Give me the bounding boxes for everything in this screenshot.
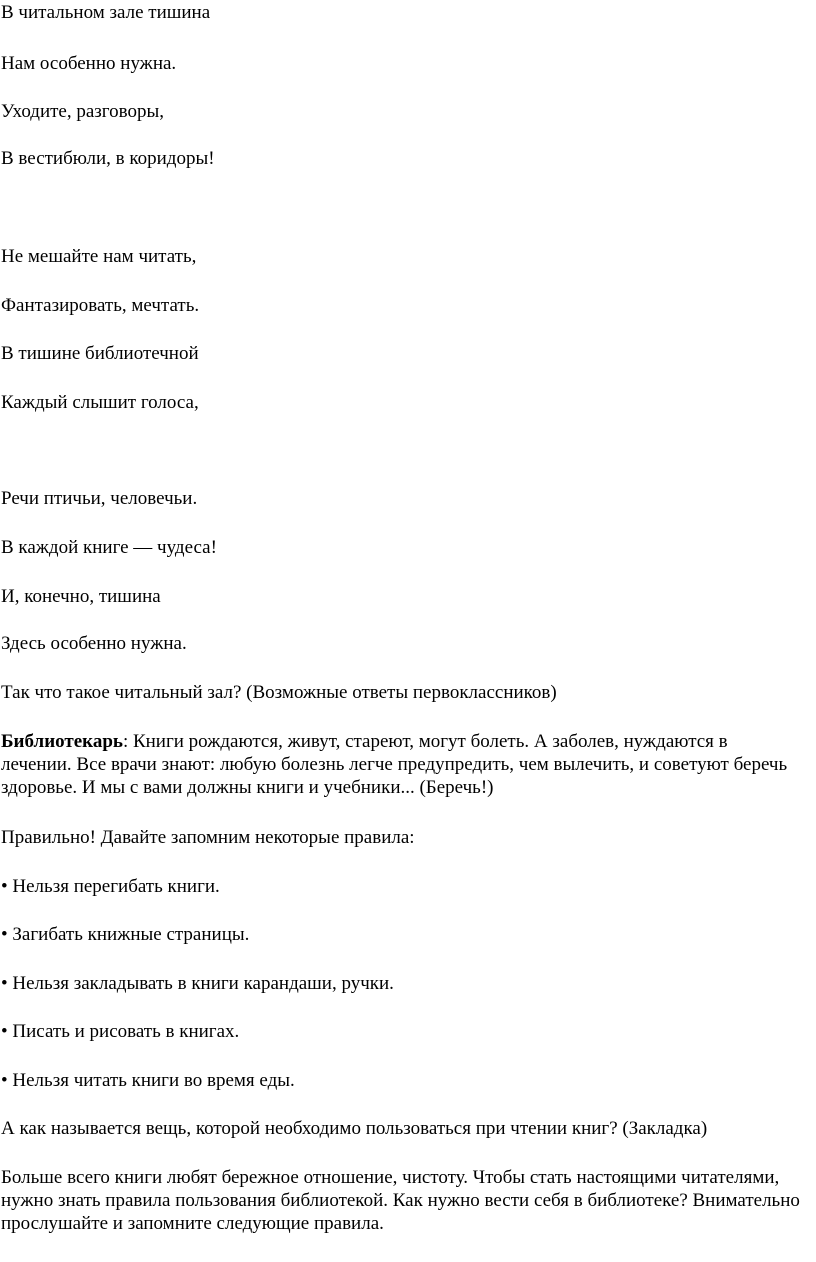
poem-line: В каждой книге — чудеса! xyxy=(1,537,217,558)
poem-line: Не мешайте нам читать, xyxy=(1,246,197,267)
rule-item: • Нельзя закладывать в книги карандаши, ручки. xyxy=(1,973,394,994)
poem-line: Здесь особенно нужна. xyxy=(1,633,187,654)
closing-paragraph: Больше всего книги любят бережное отношение, чистоту. Чтобы стать настоящими читателями, нужно знать правила пользования библиотекой. Как нужно вести себя в библиотеке? Внимательно прослушайте и запомните следующие правила. xyxy=(1,1167,800,1234)
rule-item: • Писать и рисовать в книгах. xyxy=(1,1021,240,1042)
rules-intro: Правильно! Давайте запомним некоторые правила: xyxy=(1,827,415,848)
speaker-name: Библиотекарь xyxy=(1,731,123,752)
poem-line: В читальном зале тишина xyxy=(1,2,211,23)
rule-item: • Нельзя читать книги во время еды. xyxy=(1,1070,295,1091)
rule-item: • Нельзя перегибать книги. xyxy=(1,876,220,897)
poem-line: В тишине библиотечной xyxy=(1,343,199,364)
poem-line: Нам особенно нужна. xyxy=(1,53,177,74)
poem-line: В вестибюли, в коридоры! xyxy=(1,148,215,169)
librarian-paragraph xyxy=(1,730,801,799)
poem-line: Речи птичьи, человечьи. xyxy=(1,488,198,509)
question-paragraph: Так что такое читальный зал? (Возможные ответы первоклассников) xyxy=(1,682,557,703)
poem-line: И, конечно, тишина xyxy=(1,586,161,607)
poem-line: Фантазировать, мечтать. xyxy=(1,295,200,316)
rule-item: • Загибать книжные страницы. xyxy=(1,924,250,945)
poem-line: Уходите, разговоры, xyxy=(1,101,164,122)
librarian-text: : Книги рождаются, живут, стареют, могут болеть. А заболев, нуждаются в лечении. Все врачи знают: любую болезнь легче предупредить, чем вылечить, и советуют беречь здоровье. И мы с вами должны книги и учебники... (Беречь!) xyxy=(1,731,788,798)
poem-line: Каждый слышит голоса, xyxy=(1,392,199,413)
question-paragraph: А как называется вещь, которой необходимо пользоваться при чтении книг? (Закладка) xyxy=(1,1118,708,1139)
